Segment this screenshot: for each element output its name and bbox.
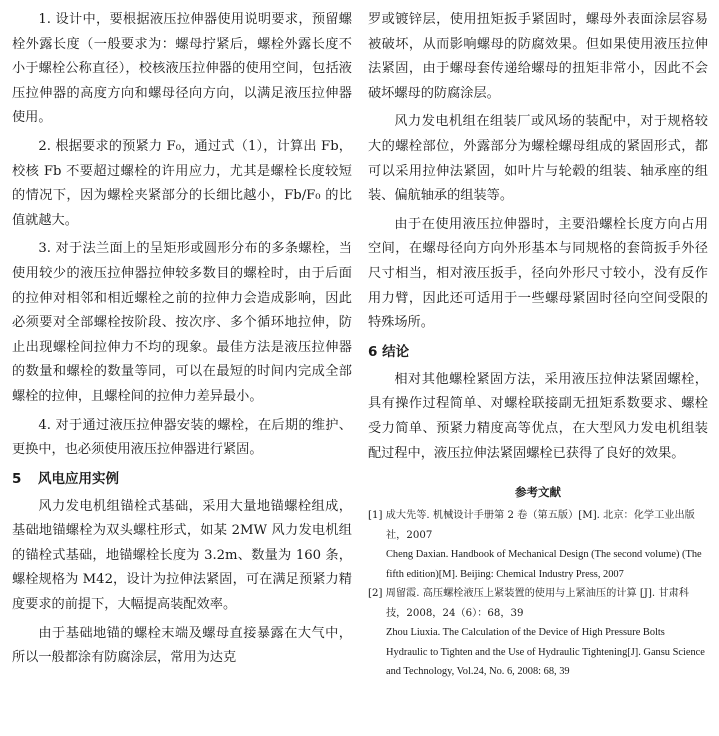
paragraph-design-requirement-2: 2. 根据要求的预紧力 F₀，通过式（1），计算出 Fb，校核 Fb 不要超过螺栓的许用应力，尤其是螺栓长度较短的情况下，因为螺栓夹紧部分的长细比越小，Fb/F₀ 的比值就越大。 <box>12 138 352 228</box>
reference-1-chinese: [1] 成大先等. 机械设计手册第 2 卷（第五版）[M]. 北京：化学工业出版社，2007 <box>368 510 695 541</box>
right-column <box>368 8 708 682</box>
paragraph-space-usage: 由于在使用液压拉伸器时，主要沿螺栓长度方向占用空间，在螺母径向方向外形基本与同规格的套筒扳手外径尺寸相当，相对液压扳手，径向外形尺寸较小，没有反作用力臂，因此还可适用于一些螺母紧固时径向空间受限的特殊场所。 <box>368 216 708 331</box>
paragraph-design-requirement-3: 3. 对于法兰面上的呈矩形或圆形分布的多条螺栓，当使用较少的液压拉伸器拉伸较多数目的螺栓时，由于后面的拉伸对相邻和相近螺栓之前的拉伸力会造成影响，因此必须要对全部螺栓按阶段、按次序、多个循环地拉伸，防止出现螺栓间拉伸力不均的现象。最佳方法是液压拉伸器的数量和螺栓的数量等同，可以在最短的时间内完成全部螺栓的拉伸，且螺栓间的拉伸力差异最小。 <box>12 241 352 404</box>
left-column <box>12 8 352 675</box>
paragraph-wind-example-2: 由于基础地锚的螺栓末端及螺母直接暴露在大气中，所以一般都涂有防腐涂层，常用为达克 <box>12 625 352 666</box>
reference-1-english: Cheng Daxian. Handbook of Mechanical Design (The second volume) (The fifth edition)[M]. Beijing: Chemical Industry Press, 2007 <box>386 549 702 580</box>
paragraph-anticorrosion-continued: 罗或镀锌层，使用扭矩扳手紧固时，螺母外表面涂层容易被破坏，从而影响螺母的防腐效果。但如果使用液压拉伸法紧固，由于螺母套传递给螺母的扭矩非常小，因此不会破坏螺母的防腐涂层。 <box>368 12 708 101</box>
paragraph-conclusion: 相对其他螺栓紧固方法，采用液压拉伸法紧固螺栓，具有操作过程简单、对螺栓联接副无扭矩系数要求、螺栓受力简单、预紧力精度高等优点，在大型风力发电机组装配过程中，液压拉伸法紧固螺栓已获得了良好的效果。 <box>368 371 708 461</box>
section-title: 风电应用实例 <box>38 470 119 487</box>
paragraph-assembly: 风力发电机组在组装厂或风场的装配中，对于规格较大的螺栓部位，外露部分为螺栓螺母组成的紧固形式，都可以采用拉伸法紧固，如叶片与轮毂的组装、轴承座的组装、偏航轴承的组装等。 <box>368 114 708 204</box>
reference-2-english: Zhou Liuxia. The Calculation of the Device of High Pressure Bolts Hydraulic to Tighten and the Use of Hydraulic Tightening[J]. Gansu Science and Technology, Vol.24, No. 6, 2008: 68, 39 <box>386 627 705 678</box>
paragraph-wind-example-1: 风力发电机组锚栓式基础，采用大量地锚螺栓组成，基础地锚螺栓为双头螺柱形式，如某 2MW 风力发电机组的锚栓式基础，地锚螺栓长度为 3.2m、数量为 160 条，螺栓规格为 M42，设计为拉伸法紧固，可在满足预紧力精度要求的前提下，大幅提高装配效率。 <box>12 498 352 613</box>
section-heading-5 <box>12 467 352 491</box>
reference-2-chinese: [2] 周留霞. 高压螺栓液压上紧装置的使用与上紧油压的计算 [J]. 甘肃科技，2008，24（6）：68，39 <box>368 588 689 619</box>
section-heading-6: 6 结论 <box>368 343 410 360</box>
section-number: 5 <box>12 470 22 487</box>
paragraph-design-requirement-4: 4. 对于通过液压拉伸器安装的螺栓，在后期的维护、更换中，也必须使用液压拉伸器进行紧固。 <box>12 417 352 458</box>
references-title: 参考文献 <box>515 485 561 500</box>
paragraph-design-requirement-1: 1. 设计中，要根据液压拉伸器使用说明要求，预留螺栓外露长度（一般要求为：螺母拧紧后，螺栓外露长度不小于螺栓公称直径），校核液压拉伸器的使用空间，包括液压拉伸器的高度方向和螺母径向方向，以满足液压拉伸器使用。 <box>12 12 352 126</box>
